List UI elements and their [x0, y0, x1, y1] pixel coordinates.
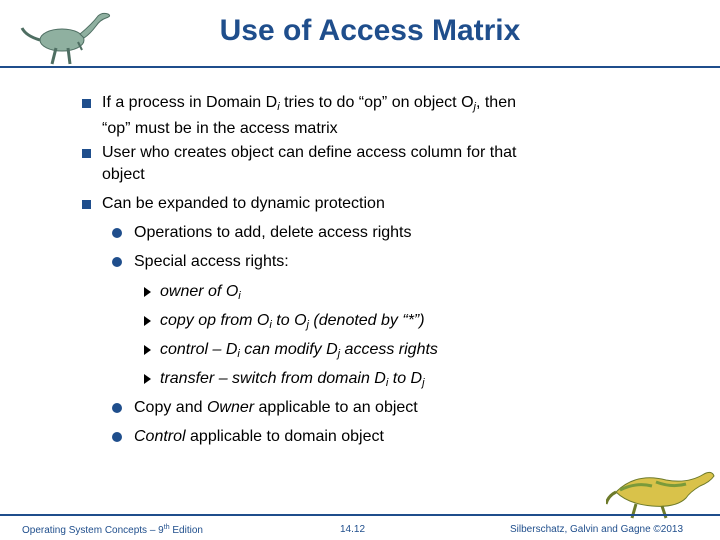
bullet-copy-owner: Copy and Owner applicable to an object [134, 397, 654, 419]
bullet-control: control – $D_i$ can modify $D_j$ access rights [160, 339, 660, 365]
circle-bullet-icon [112, 432, 122, 442]
bullet-special-rights: Special access rights: [134, 251, 654, 273]
footer-book-title: Operating System Concepts – 9th Edition [22, 524, 203, 536]
footer-authors: Silberschatz, Galvin and Gagne ©2013 [510, 524, 684, 535]
circle-bullet-icon [112, 228, 122, 238]
dinosaur-icon [606, 462, 716, 520]
bullet-operations: Operations to add, delete access rights [134, 222, 654, 244]
bullet-control-domain: Control applicable to domain object [134, 426, 654, 448]
triangle-bullet-icon [144, 287, 151, 297]
footer-page-number: 14.12 [340, 524, 366, 535]
bullet-dynamic-protection: Can be expanded to dynamic protection [102, 193, 582, 215]
bullet-transfer: transfer – switch from domain $D_i$ to $D_j$ [160, 368, 660, 394]
bullet-copy: copy op from $O_i$ to $O_j$ (denoted by “*”) [160, 310, 660, 336]
triangle-bullet-icon [144, 374, 151, 384]
square-bullet-icon [82, 200, 91, 209]
triangle-bullet-icon [144, 316, 151, 326]
bullet-owner: owner of $O_i$ [160, 281, 660, 307]
circle-bullet-icon [112, 403, 122, 413]
footer-divider [0, 514, 720, 516]
square-bullet-icon [82, 99, 91, 108]
triangle-bullet-icon [144, 345, 151, 355]
bullet-creator-column: User who creates object can define access column for that object [102, 142, 582, 186]
bullet-access-check: If a process in Domain $D_i$ tries to do “op” on object $O_j$, then “op” must be in the access matrix [102, 92, 582, 140]
circle-bullet-icon [112, 257, 122, 267]
page-title: Use of Access Matrix [219, 14, 521, 47]
square-bullet-icon [82, 149, 91, 158]
